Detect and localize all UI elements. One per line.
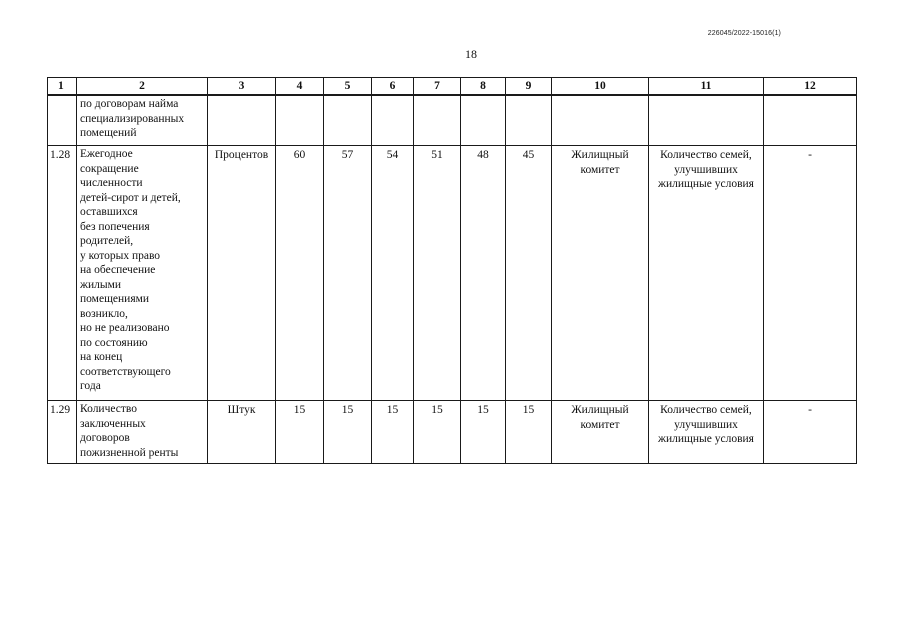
indicator-name-line: без попечения (80, 220, 150, 233)
unit-cell: Штук (208, 401, 276, 464)
responsible-line: Жилищный (571, 404, 629, 416)
value-cell: 48 (461, 146, 506, 401)
note-cell: - (764, 401, 857, 464)
empty-cell (372, 95, 414, 146)
table-row (48, 146, 857, 401)
result-indicator-cell (649, 146, 764, 401)
empty-cell (324, 95, 372, 146)
empty-cell (414, 95, 461, 146)
header-cell: 9 (506, 78, 552, 96)
header-cell: 5 (324, 78, 372, 96)
indicator-name-line: сокращение (80, 162, 139, 175)
result-indicator-cell (649, 401, 764, 464)
value-cell: 54 (372, 146, 414, 401)
header-cell: 4 (276, 78, 324, 96)
indicator-name-line: Количество (80, 403, 137, 415)
indicator-name-line: жилыми (80, 278, 121, 291)
indicator-name-line: оставшихся (80, 206, 138, 218)
table-row-continuation (48, 95, 857, 146)
value-cell: 57 (324, 146, 372, 401)
indicators-table (47, 77, 857, 464)
row-number-cell (48, 95, 77, 146)
result-indicator-line: улучшивших (674, 163, 738, 176)
result-indicator-line: улучшивших (674, 418, 738, 431)
responsible-cell (552, 401, 649, 464)
note-cell: - (764, 146, 857, 401)
value-cell: 15 (414, 401, 461, 464)
table-row (48, 401, 857, 464)
header-cell: 3 (208, 78, 276, 96)
indicator-name-line: по состоянию (80, 336, 148, 349)
indicator-name-line: детей-сирот и детей, (80, 191, 181, 204)
header-cell: 6 (372, 78, 414, 96)
empty-cell (552, 95, 649, 146)
result-indicator-line: жилищные условия (658, 433, 754, 445)
value-cell: 15 (276, 401, 324, 464)
header-cell: 8 (461, 78, 506, 96)
empty-cell (208, 95, 276, 146)
header-cell: 2 (77, 78, 208, 96)
row-number-cell: 1.29 (48, 401, 77, 464)
indicator-name-cell (77, 95, 208, 146)
indicator-name-line: пожизненной ренты (80, 446, 179, 459)
row-number-cell: 1.28 (48, 146, 77, 401)
result-indicator-line: Количество семей, (660, 404, 752, 416)
responsible-cell (552, 146, 649, 401)
header-cell: 12 (764, 78, 857, 96)
indicator-name-line: соответствующего (80, 365, 171, 378)
indicator-name-line: родителей, (80, 235, 134, 247)
value-cell: 15 (461, 401, 506, 464)
indicator-name-line: на конец (80, 351, 123, 363)
responsible-line: комитет (580, 418, 620, 431)
page-number: 18 (465, 47, 477, 61)
value-cell: 51 (414, 146, 461, 401)
header-cell: 11 (649, 78, 764, 96)
indicator-name-cell (77, 401, 208, 464)
header-cell: 10 (552, 78, 649, 96)
indicator-name-line: численности (80, 177, 143, 189)
indicator-name-line: помещений (80, 127, 137, 139)
header-cell: 7 (414, 78, 461, 96)
indicator-name-cell (77, 146, 208, 401)
empty-cell (276, 95, 324, 146)
result-indicator-line: жилищные условия (658, 178, 754, 190)
empty-cell (506, 95, 552, 146)
indicator-name-line: договоров (80, 432, 130, 444)
value-cell: 60 (276, 146, 324, 401)
value-cell: 15 (372, 401, 414, 464)
indicator-name-line: на обеспечение (80, 264, 156, 276)
document-registration-id: 226045/2022-15016(1) (707, 30, 781, 37)
indicator-name-line: возникло, (80, 307, 128, 320)
indicator-name-line: но не реализовано (80, 322, 170, 334)
empty-cell (649, 95, 764, 146)
value-cell: 45 (506, 146, 552, 401)
empty-cell (764, 95, 857, 146)
indicator-name-line: Ежегодное (80, 148, 133, 160)
value-cell: 15 (324, 401, 372, 464)
indicator-name-line: у которых право (80, 249, 161, 262)
responsible-line: Жилищный (571, 149, 629, 161)
empty-cell (461, 95, 506, 146)
result-indicator-line: Количество семей, (660, 149, 752, 161)
indicator-name-line: помещениями (80, 293, 150, 305)
indicator-name-line: специализированных (80, 112, 185, 125)
table-header-row (48, 78, 857, 96)
responsible-line: комитет (580, 163, 620, 176)
header-cell: 1 (48, 78, 77, 96)
value-cell: 15 (506, 401, 552, 464)
indicator-name-line: заключенных (80, 417, 146, 430)
indicator-name-line: по договорам найма (80, 98, 179, 110)
indicator-name-line: года (80, 380, 101, 392)
unit-cell: Процентов (208, 146, 276, 401)
